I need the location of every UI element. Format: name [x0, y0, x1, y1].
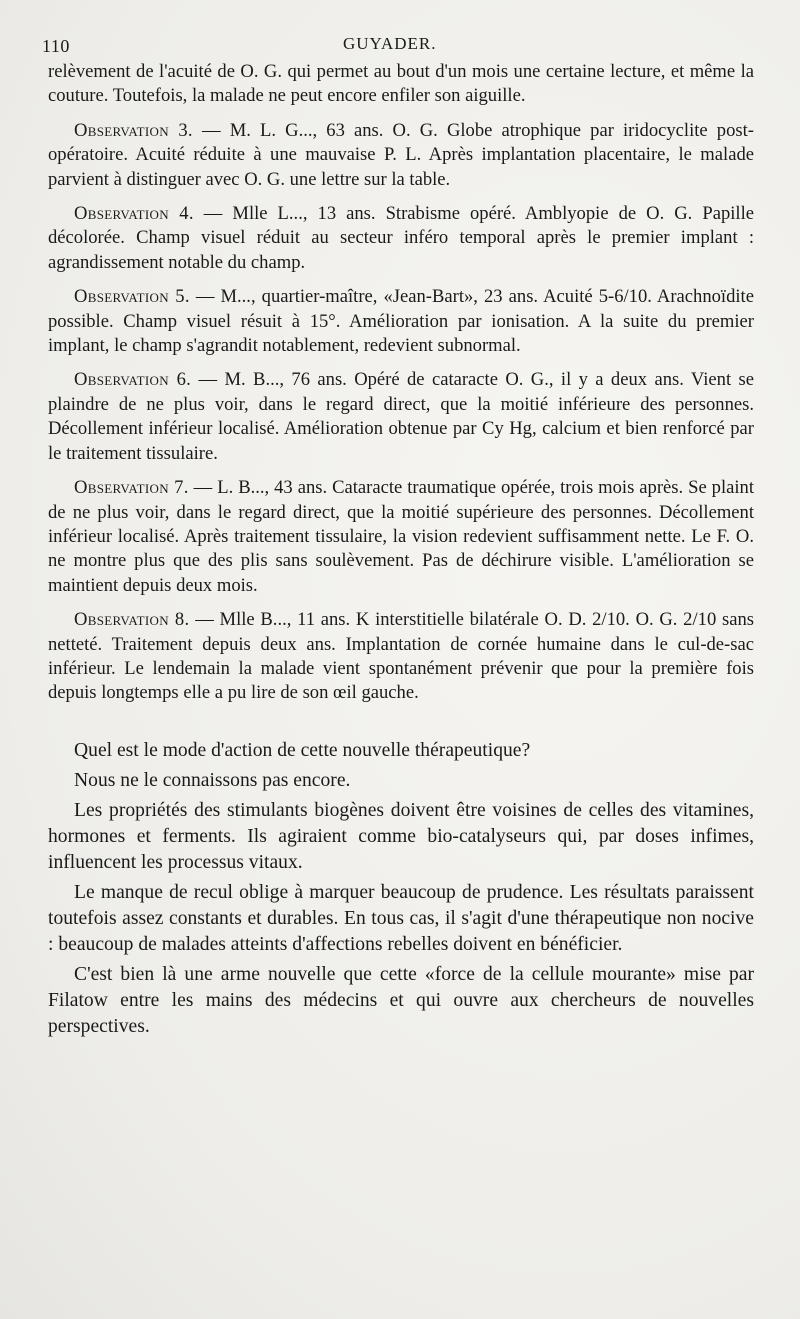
- running-head: GUYADER.: [343, 34, 437, 53]
- closing-paragraph-biogenes: Les propriétés des stimulants biogènes doivent être voisines de celles des vitamines, hormones et ferments. Ils agiraient comme bio-catalyseurs qui, par doses infimes, influencent les processus vitaux.: [48, 799, 754, 873]
- observation-text: — L. B..., 43 ans. Cataracte traumatique opérée, trois mois après. Se plaint de ne plus voir, dans le regard direct, que la moitié supérieure des personnes. Décollement inférieur localisé. Après traitement tissulaire, la vision redevient suffisamment nette. Le F. O. ne montre plus que des plis sans soulèvement. Pas de déchirure visible. L'amélioration se maintient depuis deux mois.: [48, 477, 754, 596]
- closing-answer: Nous ne le connaissons pas encore.: [74, 769, 351, 791]
- observation-text: — M. B..., 76 ans. Opéré de cataracte O. G., il y a deux ans. Vient se plaindre de ne plus voir, dans le regard direct, que la moitié inférieure des personnes. Décollement inférieur localisé. Amélioration obtenue par Cy Hg, calcium et bien renforcé par le traitement tissulaire.: [48, 369, 754, 464]
- page-header: [42, 26, 754, 60]
- continuation-paragraph: relèvement de l'acuité de O. G. qui permet au bout d'un mois une certaine lecture, et même la couture. Toutefois, la malade ne peut encore enfiler son aiguille.: [48, 61, 754, 107]
- book-page: [42, 26, 754, 1040]
- observation-label: Observation 5.: [74, 286, 190, 308]
- observation-3: [48, 119, 754, 192]
- closing-question: Quel est le mode d'action de cette nouvelle thérapeutique?: [74, 739, 531, 761]
- observation-text: — M. L. G..., 63 ans. O. G. Globe atrophique par iridocyclite post-opératoire. Acuité réduite à une mauvaise P. L. Après implantation placentaire, le malade parvient à distinguer avec O. G. une lettre sur la table.: [48, 119, 754, 190]
- observation-label: Observation 6.: [74, 369, 192, 391]
- closing-section: [48, 738, 754, 1040]
- observation-4: [48, 202, 754, 275]
- observation-label: Observation 8.: [74, 609, 190, 631]
- observation-8: [48, 608, 754, 706]
- closing-paragraph-filatow: C'est bien là une arme nouvelle que cette «force de la cellule mourante» mise par Filatow entre les mains des médecins et qui ouvre aux chercheurs de nouvelles perspectives.: [48, 963, 754, 1037]
- observation-label: Observation 3.: [74, 119, 193, 141]
- observation-6: [48, 368, 754, 466]
- observation-7: [48, 476, 754, 598]
- observation-label: Observation 4.: [74, 203, 194, 225]
- page-number: 110: [42, 36, 70, 56]
- observation-label: Observation 7.: [74, 477, 189, 499]
- observation-5: [48, 285, 754, 358]
- closing-paragraph-prudence: Le manque de recul oblige à marquer beaucoup de prudence. Les résultats paraissent toutefois assez constants et durables. En tous cas, il s'agit d'une thérapeutique non nocive : beaucoup de malades atteints d'affections rebelles doivent en bénéficier.: [48, 881, 754, 955]
- observation-text: — M..., quartier-maître, «Jean-Bart», 23 ans. Acuité 5-6/10. Arachnoïdite possible. Champ visuel résuit à 15°. Amélioration par ionisation. A la suite du premier implant, le champ s'agrandit notablement, redevient subnormal.: [48, 286, 754, 357]
- observation-text: — Mlle B..., 11 ans. K interstitielle bilatérale O. D. 2/10. O. G. 2/10 sans netteté. Traitement depuis deux ans. Implantation de cornée humaine dans le cul-de-sac inférieur. Le lendemain la malade vient spontanément prévenir que pour la première fois depuis longtemps elle a pu lire de son œil gauche.: [48, 609, 754, 704]
- observation-text: — Mlle L..., 13 ans. Strabisme opéré. Amblyopie de O. G. Papille décolorée. Champ visuel réduit au secteur inféro temporal après le premier implant : agrandissement notable du champ.: [48, 203, 754, 273]
